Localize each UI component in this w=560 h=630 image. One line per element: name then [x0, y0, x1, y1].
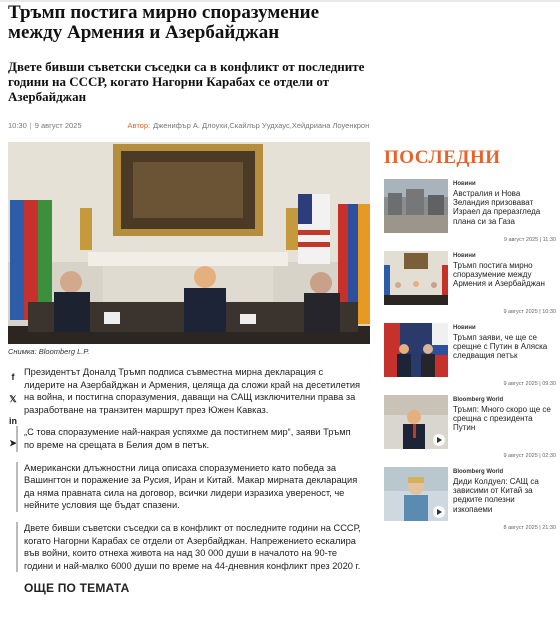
latest-category[interactable]: Новини	[453, 253, 476, 259]
latest-title[interactable]: Австралия и Нова Зеландия призовават Израел да преразгледа плана си за Газа	[453, 189, 541, 226]
latest-thumbnail[interactable]	[384, 251, 448, 305]
article-headline: Тръмп постига мирно споразумение между Армения и Азербайджан	[8, 2, 320, 43]
article-paragraph: Американски длъжностни лица описаха споразумението като победа за Вашингтон и поражение за Русия, Иран и Китай. Макар мирната декларация да няма правната сила на договор, всички лидери изразиха увереност, че нейните условия ще бъдат спазени.	[16, 462, 362, 512]
meta-separator: |	[29, 121, 32, 130]
publish-date: 9 август 2025	[34, 121, 82, 130]
article-body	[24, 366, 362, 595]
latest-item-text	[453, 323, 554, 390]
latest-title[interactable]: Тръмп заяви, че ще се срещне с Путин в Аляска следващия петък	[453, 333, 548, 361]
latest-thumbnail[interactable]	[384, 179, 448, 233]
latest-title[interactable]: Диди Колдуел: САЩ са зависими от Китай за редките полезни изкопаеми	[453, 477, 539, 514]
article-paragraph: Двете бивши съветски съседки са в конфликт от последните години на СССР, когато Нагорни Карабах се отдели от Азербайджан. Напрежението ескалира във войни, които отнеха живота на над 30 000 души в началото на 90-те години и най-малко 6000 души по време на 44-дневния конфликт през 2020 г.	[16, 522, 362, 572]
author-label: Автор:	[127, 121, 151, 130]
latest-date: 9 август 2025 | 10:30	[503, 309, 556, 315]
publish-time: 10:30	[8, 121, 27, 130]
facebook-share-icon[interactable]: f	[11, 372, 15, 382]
latest-date: 9 август 2025 | 11:30	[503, 237, 556, 243]
latest-date: 9 август 2025 | 09:30	[503, 381, 556, 387]
latest-category[interactable]: Новини	[453, 325, 476, 331]
latest-thumbnail[interactable]	[384, 467, 448, 521]
twitter-share-icon[interactable]: 𝕏	[9, 393, 17, 404]
latest-item[interactable]	[384, 323, 556, 390]
article-paragraph: Президентът Доналд Тръмп подписа съвместна мирна декларация с лидерите на Азербайджан и Армения, целяща да сложи край на десетилетия на война, и постигна споразумения, даващи на САЩ изключителни права за разработване на транзитен маршрут през Южен Кавказ.	[24, 367, 361, 415]
latest-item-text	[453, 251, 554, 318]
latest-item-text	[453, 395, 554, 462]
latest-category[interactable]: Новини	[453, 181, 476, 187]
latest-item-text	[453, 179, 554, 246]
article-subtitle: Двете бивши съветски съседки са в конфликт от последните години на СССР, когато Нагорни Карабах се отдели от Азербайджан	[8, 59, 365, 104]
play-icon[interactable]	[433, 506, 445, 518]
latest-category[interactable]: Bloomberg World	[453, 397, 504, 403]
photo-caption: Снимка: Bloomberg L.P.	[8, 347, 90, 356]
article-main	[8, 0, 370, 356]
latest-item[interactable]	[384, 395, 556, 462]
latest-item[interactable]	[384, 251, 556, 318]
play-icon[interactable]	[433, 434, 445, 446]
latest-sidebar	[384, 0, 556, 534]
linkedin-share-icon[interactable]: in	[9, 416, 17, 426]
latest-title[interactable]: Тръмп постига мирно споразумение между Армения и Азербайджан	[453, 261, 545, 289]
telegram-share-icon[interactable]: ➤	[9, 437, 17, 448]
latest-heading: ПОСЛЕДНИ	[384, 147, 501, 168]
trump-putin-thumbnail	[384, 323, 448, 377]
latest-date: 8 август 2025 | 21:30	[503, 525, 556, 531]
white-house-meeting-thumbnail	[384, 251, 448, 305]
latest-title[interactable]: Тръмп: Много скоро ще се срещна с президента Путин	[453, 405, 551, 433]
latest-item[interactable]	[384, 179, 556, 246]
latest-category[interactable]: Bloomberg World	[453, 469, 504, 475]
article-photo	[8, 142, 370, 344]
latest-item-text	[453, 467, 554, 534]
related-heading: ОЩЕ ПО ТЕМАТА	[24, 581, 130, 596]
article-meta	[8, 121, 370, 130]
article-photo-illustration	[8, 142, 370, 344]
author-names[interactable]: Дженифър А. Длоухи,Скайлър Уудхаус,Хейдриана Лоуенкрон	[153, 121, 370, 130]
gaza-ruins-thumbnail	[384, 179, 448, 233]
latest-date: 9 август 2025 | 02:30	[503, 453, 556, 459]
latest-item[interactable]	[384, 467, 556, 534]
latest-thumbnail[interactable]	[384, 395, 448, 449]
article-quote: „С това споразумение най-накрая успяхме да постигнем мир“, заяви Тръмп по време на срещата в Белия дом в петък.	[16, 426, 362, 451]
latest-thumbnail[interactable]	[384, 323, 448, 377]
